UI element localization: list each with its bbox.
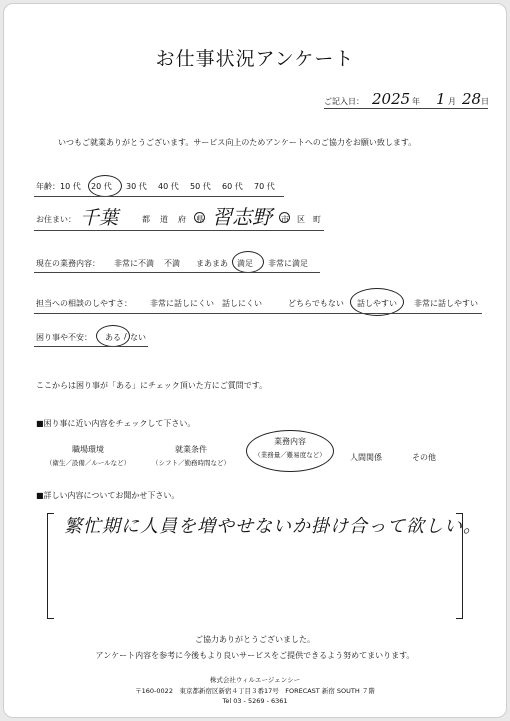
prefecture-value[interactable]: 千葉 (80, 207, 119, 229)
date-month-unit: 月 (448, 97, 456, 106)
section1-heading: ■困り事に近い内容をチェックして下さい。 (36, 419, 196, 428)
trouble-label: 困り事や不安： (36, 333, 92, 342)
trouble-selected-circle (96, 325, 130, 347)
trouble-separator: / (124, 332, 127, 341)
company-tel: Tel 03 - 5269 - 6361 (222, 697, 288, 705)
thanks-line-2: アンケート内容を参考に今後もより良いサービスをご提供できるよう努めてまいります。 (95, 651, 415, 660)
trouble-underline (34, 346, 148, 347)
prefecture-suffix-fu[interactable]: 府 (178, 215, 186, 224)
age-option-30[interactable]: 30 代 (126, 182, 147, 191)
address-underline (34, 230, 324, 231)
satisfaction-dissatisfied[interactable]: 不満 (164, 259, 180, 268)
address-label: お住まい： (36, 215, 76, 224)
trouble-no[interactable]: ない (130, 333, 146, 342)
followup-note: ここからは困り事が「ある」にチェック頂いた方にご質問です。 (36, 381, 268, 390)
section2-heading: ■詳しい内容についてお聞かせ下さい。 (36, 491, 180, 500)
survey-sheet (3, 3, 507, 718)
prefecture-selected-circle (194, 212, 205, 223)
survey-title: お仕事状況アンケート (155, 48, 355, 70)
city-suffix-machi[interactable]: 町 (313, 215, 321, 224)
prefecture-suffix-to[interactable]: 都 (142, 215, 150, 224)
date-year-unit: 年 (412, 97, 420, 106)
date-year[interactable]: 2025 (372, 90, 411, 108)
city-suffix-ku[interactable]: 区 (297, 215, 305, 224)
ease-selected-circle (350, 288, 404, 316)
age-option-20[interactable]: 20 代 (91, 182, 112, 191)
thanks-line-1: ご協力ありがとうございました。 (195, 635, 315, 644)
category-sub: （業務量／難易度など） (254, 451, 326, 459)
age-underline (34, 196, 284, 197)
satisfaction-label: 現在の業務内容： (36, 259, 100, 268)
date-underline (324, 108, 488, 109)
category-sub: （シフト／勤務時間など） (152, 459, 230, 467)
age-option-70[interactable]: 70 代 (254, 182, 275, 191)
ease-very-hard[interactable]: 非常に話しにくい (150, 299, 214, 308)
category-conditions[interactable] (146, 444, 236, 467)
company-name: 株式会社ウィルエージェンシー (209, 676, 301, 684)
satisfaction-very-dissatisfied[interactable]: 非常に不満 (114, 259, 154, 268)
prefecture-suffix-ken[interactable]: 県 (196, 215, 204, 224)
comment-box-left-bracket (47, 513, 54, 619)
prefecture-suffix-do[interactable]: 道 (160, 215, 168, 224)
category-title: 職場環境 (72, 445, 104, 454)
ease-easy[interactable]: 話しやすい (357, 299, 397, 308)
category-title: 就業条件 (175, 445, 207, 454)
satisfaction-neutral[interactable]: まあまあ (196, 259, 228, 268)
ease-label: 担当への相談のしやすさ： (36, 299, 132, 308)
satisfaction-selected-circle (232, 251, 264, 273)
ease-hard[interactable]: 話しにくい (222, 299, 262, 308)
date-day-unit: 日 (481, 97, 489, 106)
age-option-10[interactable]: 10 代 (60, 182, 81, 191)
comment-text[interactable]: 繁忙期に人員を増やせないか掛け合って欲しい。 (64, 516, 482, 537)
category-other[interactable]: その他 (412, 453, 436, 462)
category-sub: （衛生／設備／ルールなど） (45, 459, 131, 467)
age-label: 年齢： (36, 182, 60, 191)
ease-very-easy[interactable]: 非常に話しやすい (414, 299, 478, 308)
satisfaction-satisfied[interactable]: 満足 (237, 259, 253, 268)
intro-text: いつもご就業ありがとうございます。サービス向上のためアンケートへのご協力をお願い致します。 (58, 138, 417, 147)
trouble-yes[interactable]: ある (105, 333, 121, 342)
age-option-60[interactable]: 60 代 (222, 182, 243, 191)
satisfaction-very-satisfied[interactable]: 非常に満足 (268, 259, 308, 268)
age-option-50[interactable]: 50 代 (190, 182, 211, 191)
city-suffix-shi[interactable]: 市 (281, 215, 289, 224)
age-selected-circle (88, 175, 122, 197)
date-month[interactable]: 1 (436, 90, 446, 108)
category-workplace[interactable] (40, 444, 136, 467)
age-option-40[interactable]: 40 代 (158, 182, 179, 191)
city-value[interactable]: 習志野 (212, 205, 272, 229)
date-label: ご記入日： (324, 97, 364, 106)
satisfaction-underline (34, 272, 320, 273)
city-selected-circle (279, 212, 290, 223)
category-title: 業務内容 (274, 437, 306, 446)
category-relationships[interactable]: 人間関係 (350, 453, 382, 462)
category-selected-circle (246, 430, 334, 472)
company-address: 〒160-0022 東京都新宿区新宿４丁目３番17号 FORECAST 新宿 SOUTH ７階 (135, 687, 375, 695)
ease-neutral[interactable]: どちらでもない (288, 299, 344, 308)
ease-underline (34, 313, 482, 314)
date-day[interactable]: 28 (462, 90, 482, 108)
